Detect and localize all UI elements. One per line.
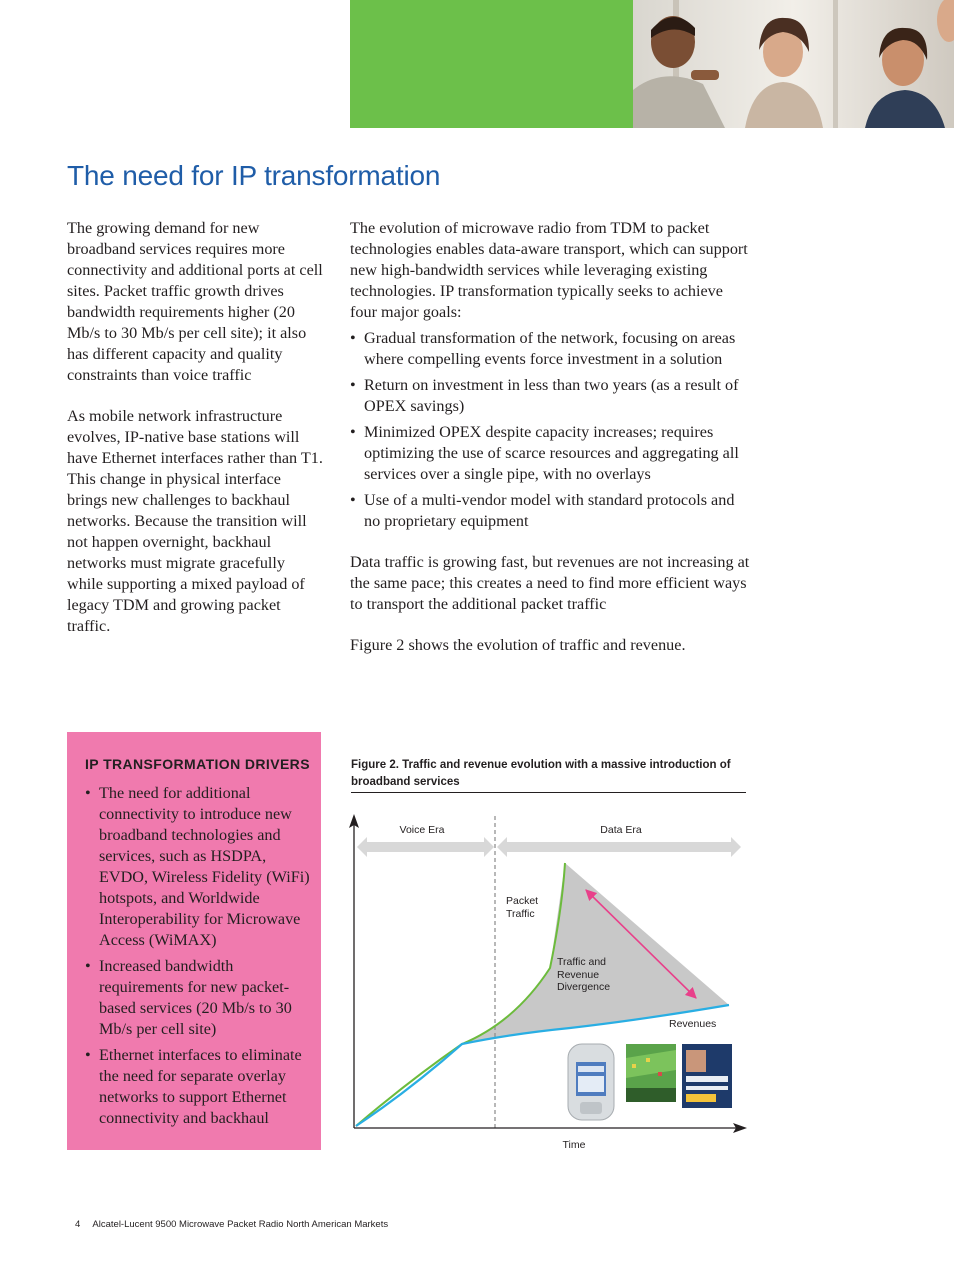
game-screenshot-image bbox=[626, 1044, 676, 1102]
header-photo bbox=[633, 0, 954, 128]
video-screenshot-image bbox=[682, 1044, 732, 1108]
middle-column bbox=[350, 218, 750, 676]
page-title: The need for IP transformation bbox=[67, 160, 441, 191]
data-era-label: Data Era bbox=[600, 824, 642, 836]
data-era-arrow bbox=[497, 837, 741, 857]
voice-era-arrow bbox=[357, 837, 494, 857]
divergence-label: Divergence bbox=[557, 981, 611, 993]
divergence-area bbox=[462, 863, 729, 1044]
list-item: • Use of a multi-vendor model with standard protocols and no proprietary equipment bbox=[350, 490, 750, 532]
paragraph: Data traffic is growing fast, but revenues are not increasing at the same pace; this creates a need to find more efficient ways to transport the additional packet traffic bbox=[350, 553, 750, 613]
footer-text: Alcatel-Lucent 9500 Microwave Packet Radio North American Markets bbox=[92, 1219, 389, 1230]
list-item: • Ethernet interfaces to eliminate the need for separate overlay networks to support Ethernet connectivity and backhaul bbox=[85, 1045, 315, 1129]
list-item: • Increased bandwidth requirements for new packet-based services (20 Mb/s to 30 Mb/s per cell site) bbox=[85, 956, 315, 1040]
drivers-list bbox=[85, 783, 315, 1134]
left-column bbox=[67, 218, 325, 657]
divergence-label: Revenue bbox=[557, 969, 600, 981]
page-number: 4 bbox=[75, 1219, 81, 1230]
paragraph: As mobile network infrastructure evolves, IP-native base stations will have Ethernet interfaces rather than T1. This change in physical interface brings new challenges to backhaul networks. Because the transition will not happen overnight, backhaul networks must migrate gracefully while supporting a mixed payload of legacy TDM and growing packet traffic. bbox=[67, 407, 323, 635]
voice-era-label: Voice Era bbox=[399, 824, 445, 836]
list-item: • Minimized OPEX despite capacity increases; requires optimizing the use of scarce resources and aggregating all services over a single pipe, with no overlays bbox=[350, 422, 750, 485]
mobile-phone-image bbox=[568, 1044, 614, 1120]
drivers-sidebar-box bbox=[67, 732, 321, 1150]
traffic-revenue-diagram bbox=[340, 800, 750, 1160]
packet-traffic-label: Packet bbox=[506, 895, 539, 907]
packet-traffic-label: Traffic bbox=[506, 908, 535, 920]
drivers-heading: IP TRANSFORMATION DRIVERS bbox=[85, 756, 310, 772]
page-footer bbox=[75, 1219, 388, 1230]
paragraph: The evolution of microwave radio from TDM to packet technologies enables data-aware transport, which can support new high-bandwidth services while leveraging existing technologies. IP transformation typically seeks to achieve four major goals: bbox=[350, 219, 748, 321]
list-item: • Return on investment in less than two years (as a result of OPEX savings) bbox=[350, 375, 750, 417]
x-axis-label: Time bbox=[562, 1139, 586, 1151]
list-item: • The need for additional connectivity to introduce new broadband technologies and services, such as HSDPA, EVDO, Wireless Fidelity (WiFi) hotspots, and Worldwide Interoperability for Microwave Access (WiMAX) bbox=[85, 783, 315, 951]
paragraph: The growing demand for new broadband services requires more connectivity and additional ports at cell sites. Packet traffic growth drives bandwidth requirements higher (20 Mb/s to 30 Mb/s per cell site); it also has different capacity and quality constraints than voice traffic bbox=[67, 219, 323, 384]
people-photo-illustration bbox=[633, 0, 954, 128]
caption-divider bbox=[351, 792, 746, 793]
goals-list bbox=[350, 328, 750, 532]
header-green-block bbox=[350, 0, 633, 128]
divergence-label: Traffic and bbox=[557, 956, 607, 968]
paragraph: Figure 2 shows the evolution of traffic and revenue. bbox=[350, 636, 686, 654]
revenues-label: Revenues bbox=[669, 1018, 717, 1030]
list-item: • Gradual transformation of the network, focusing on areas where compelling events force investment in a solution bbox=[350, 328, 750, 370]
figure-caption: Figure 2. Traffic and revenue evolution with a massive introduction of broadband services bbox=[351, 759, 731, 788]
